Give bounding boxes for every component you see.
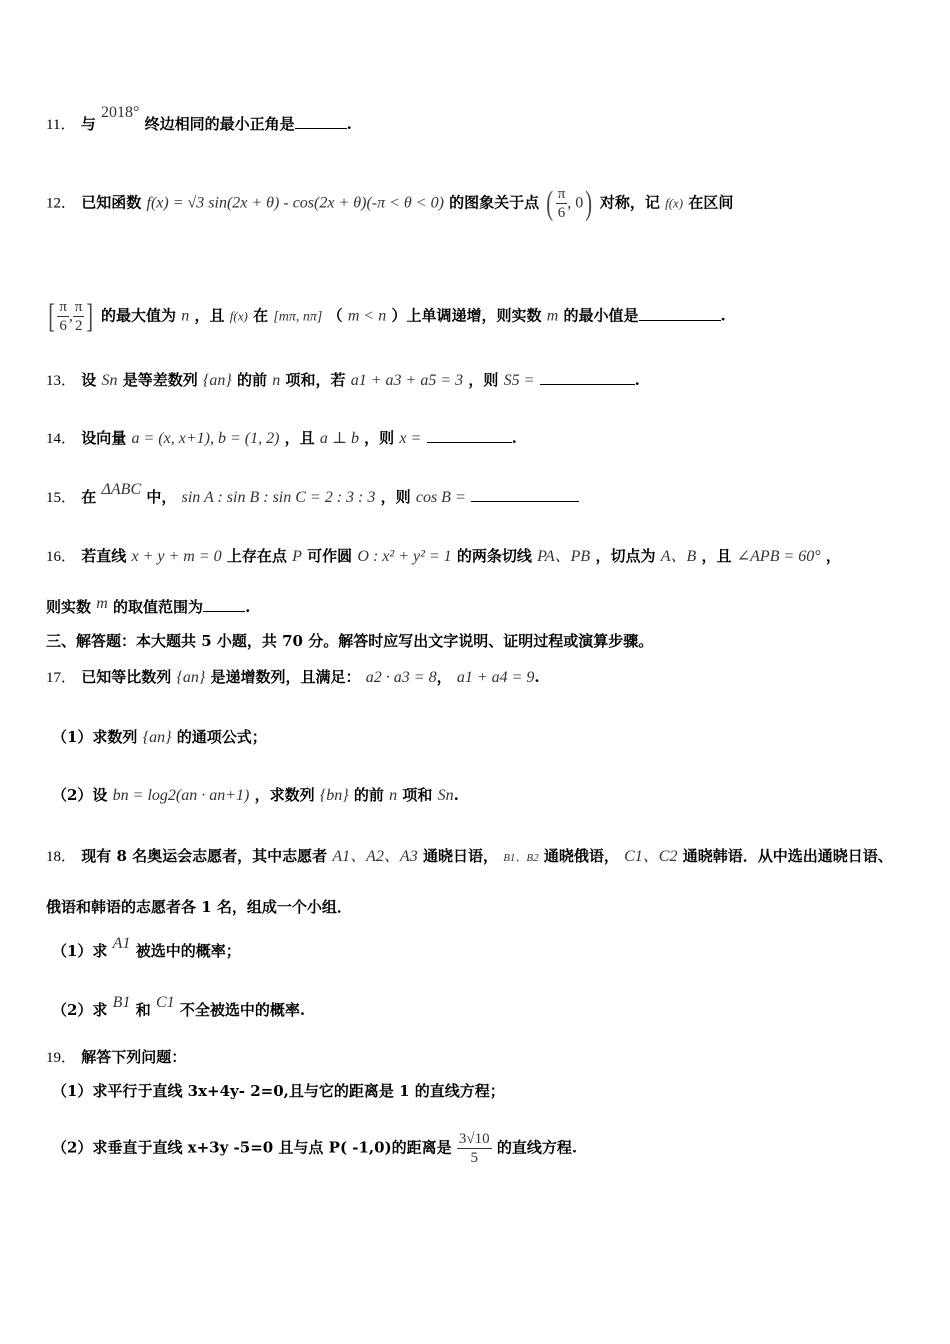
q18-p1-text-2: 被选中的概率； [135,942,241,960]
q18-text: 现有 8 名奥运会志愿者，其中志愿者 [81,847,328,865]
q14-end: . [511,429,517,447]
q12-text: 已知函数 [81,193,142,212]
sequence-an: {an} [176,669,206,686]
interval-m-n: [mπ, nπ] [273,309,323,325]
q12-text-4: 在区间 [688,193,734,212]
q16-text-6: ，且 [701,547,732,565]
q13-end: . [634,371,640,389]
q18-p2-text: （2）求 [52,1001,108,1019]
q13-text: 设 [81,371,97,389]
q17-p2-text-3: 的前 [353,786,384,804]
perpendicular-condition: a ⊥ b [319,430,359,447]
fraction-denominator: 6 [557,205,566,221]
answer-blank[interactable] [295,114,347,129]
fraction-numerator: π [74,299,83,315]
q13-text-3: 的前 [237,371,268,389]
answer-blank[interactable] [639,306,721,321]
question-11 [46,104,930,136]
question-number: 13． [46,373,77,389]
answer-blank[interactable] [540,370,635,385]
q16-text-9: 的取值范围为 [113,598,204,616]
q17-p2-text-4: 项和 [402,786,433,804]
question-18-line-2: 俄语和韩语的志愿者各 1 名，组成一个小组． [46,898,352,916]
question-17-part-2 [52,784,930,807]
function-name: f(x) [229,308,248,324]
variable-n: n [181,307,190,325]
distance-fraction [457,1130,492,1167]
variable-m: m [546,307,559,325]
answer-blank[interactable] [471,487,579,502]
question-19-part-2 [52,1130,930,1170]
question-number: 16． [46,549,77,565]
q15-text-2: 中， [146,488,177,506]
bn-definition: bn = log2(an · an+1) [112,787,250,804]
q13-text-2: 是等差数列 [122,371,198,389]
q18-p2-and: 和 [135,1001,151,1019]
sine-ratio: sin A : sin B : sin C = 2 : 3 : 3 [181,489,376,506]
q12-text-10: 的最小值是 [563,306,639,325]
q11-text-2: 终边相同的最小正角是 [144,115,295,133]
question-19-part-1: （1）求平行于直线 3x+4y- 2=0,且与它的距离是 1 的直线方程； [52,1082,505,1100]
question-18 [46,845,930,869]
q18-p1-text: （1）求 [52,942,108,960]
volunteer-a1: A1 [112,935,131,952]
question-15 [46,481,930,509]
q17-p1-text-2: 的通项公式； [176,728,267,746]
q19-p2-text-2: 的直线方程. [496,1138,578,1157]
sum-sn: Sn [101,372,118,389]
interval-end [73,298,85,335]
q12-text-5: 的最大值为 [101,306,177,325]
q11-end: . [346,115,352,133]
q12-end: . [720,306,726,325]
q17-text: 已知等比数列 [81,668,172,686]
q15-text-3: ，则 [380,488,411,506]
q13-text-4: 项和，若 [285,371,346,389]
equation-product: a2 · a3 = 8 [365,669,437,686]
q19-p2-text: （2）求垂直于直线 x+3y -5=0 且与点 P( -1,0)的距离是 [52,1138,452,1157]
sum-sn: Sn [437,787,454,804]
q14-text: 设向量 [81,429,127,447]
q12-text-7: 在 [253,306,269,325]
q16-text-2: 上存在点 [226,547,287,565]
sum-s5: S5 = [503,372,535,389]
q14-text-2: ，且 [284,429,315,447]
volunteers-a: A1、A2、A3 [332,848,418,865]
fraction-numerator: π [59,299,67,315]
q16-end: . [245,598,251,616]
q16-text-7: ， [825,547,841,565]
q13-text-5: ，则 [468,371,499,389]
left-bracket: [ [48,297,56,335]
q16-text-4: 的两条切线 [456,547,532,565]
q17-end: . [534,668,540,686]
cos-b: cos B = [415,489,466,506]
q16-text-5: ，切点为 [595,547,656,565]
q14-text-3: ，则 [364,429,395,447]
q17-text-2: 是递增数列，且满足： [210,668,361,686]
right-paren: ) [585,184,593,222]
question-13 [46,369,930,392]
q19-title: 解答下列问题： [81,1048,187,1066]
question-19 [46,1046,930,1069]
q12-text-8: （ [327,306,343,325]
question-number: 12． [46,195,77,212]
function-definition: f(x) = √3 sin(2x + θ) - cos(2x + θ)(-π < θ < 0) [146,194,444,212]
condition-m-lt-n: m < n [347,307,387,325]
question-17 [46,666,930,689]
point-tail: , 0 [567,194,584,212]
q18-text-2: 通晓日语， [422,847,498,865]
volunteers-b: B1、B2 [503,852,539,864]
q12-text-2: 的图象关于点 [449,193,540,212]
right-bracket: ] [86,297,94,335]
q12-text-9: ）上单调递增，则实数 [391,306,542,325]
q17-p2-text-2: ，求数列 [254,786,315,804]
fraction-denominator: 6 [59,318,67,334]
question-17-part-1 [52,726,930,749]
question-18-part-2 [52,994,930,1022]
answer-blank[interactable] [427,428,512,443]
question-12-line-2: [ $\frac{\pi}{6}$ , $\frac{\pi}{2}$ ] 的最大值为 n ，且 f(x) 在 [mπ, nπ] （ m < n ）上单调递增，则实数 m 的最小值是 . [48,297,726,335]
q17-p2-end: . [453,786,459,804]
fraction-denominator: 2 [74,318,83,334]
fraction-numerator: 3√10 [458,1131,490,1147]
question-number: 17． [46,670,77,686]
fraction-numerator: π [557,186,566,202]
volunteer-b1: B1 [112,994,131,1011]
point-fraction [556,185,568,222]
q16-text-3: 可作圆 [307,547,353,565]
triangle-abc: ΔABC [101,481,142,498]
q18-p2-text-2: 不全被选中的概率. [179,1001,306,1019]
function-name: f(x) [665,195,684,211]
q18-text-4: 通晓韩语．从中选出通晓日语、 [682,847,893,865]
equation-sum: a1 + a3 + a5 = 3 [350,372,464,389]
point-p: P [292,548,302,565]
q16-text: 若直线 [81,547,127,565]
variable-n: n [389,787,398,804]
q17-p1-text: （1）求数列 [52,728,138,746]
section-heading: 三、解答题：本大题共 5 小题，共 70 分。解答时应写出文字说明、证明过程或演算步骤。 [46,632,654,650]
q16-text-8: 则实数 [46,598,92,616]
question-18-part-1 [52,935,930,963]
question-12 [46,185,930,222]
tangents-pa-pb: PA、PB [537,548,591,565]
volunteer-c1: C1 [155,994,175,1011]
angle-2018: 2018° [100,104,140,121]
question-14 [46,427,930,450]
question-number: 14． [46,431,77,447]
sequence-bn: {bn} [319,787,349,804]
tangent-points: A、B [660,548,697,565]
answer-blank[interactable] [203,597,245,612]
fraction-denominator: 5 [470,1150,479,1166]
question-number: 11． [46,117,76,133]
volunteers-c: C1、C2 [624,848,678,865]
sequence-an: {an} [142,729,172,746]
variable-n: n [272,372,281,389]
question-number: 18． [46,849,77,865]
q17-p2-text: （2）设 [52,786,108,804]
equation-sum: a1 + a4 = 9 [456,669,535,686]
question-16 [46,545,930,568]
sequence-an: {an} [202,372,232,389]
q12-text-3: 对称，记 [599,193,660,212]
question-number: 19． [46,1050,77,1066]
line-equation: x + y + m = 0 [131,548,222,565]
circle-equation: O : x² + y² = 1 [357,548,452,565]
q15-text: 在 [81,488,97,506]
left-paren: ( [546,184,554,222]
question-16-line-2 [46,596,930,619]
question-number: 15． [46,490,77,506]
q11-text: 与 [80,115,96,133]
variable-x: x = [399,430,422,447]
variable-m: m [96,595,108,612]
interval-start [57,298,69,335]
q17-comma: ， [436,668,452,686]
vectors: a = (x, x+1), b = (1, 2) [131,430,280,447]
q18-text-3: 通晓俄语， [543,847,619,865]
q12-text-6: ，且 [194,306,225,325]
angle-apb: ∠APB = 60° [736,548,821,565]
